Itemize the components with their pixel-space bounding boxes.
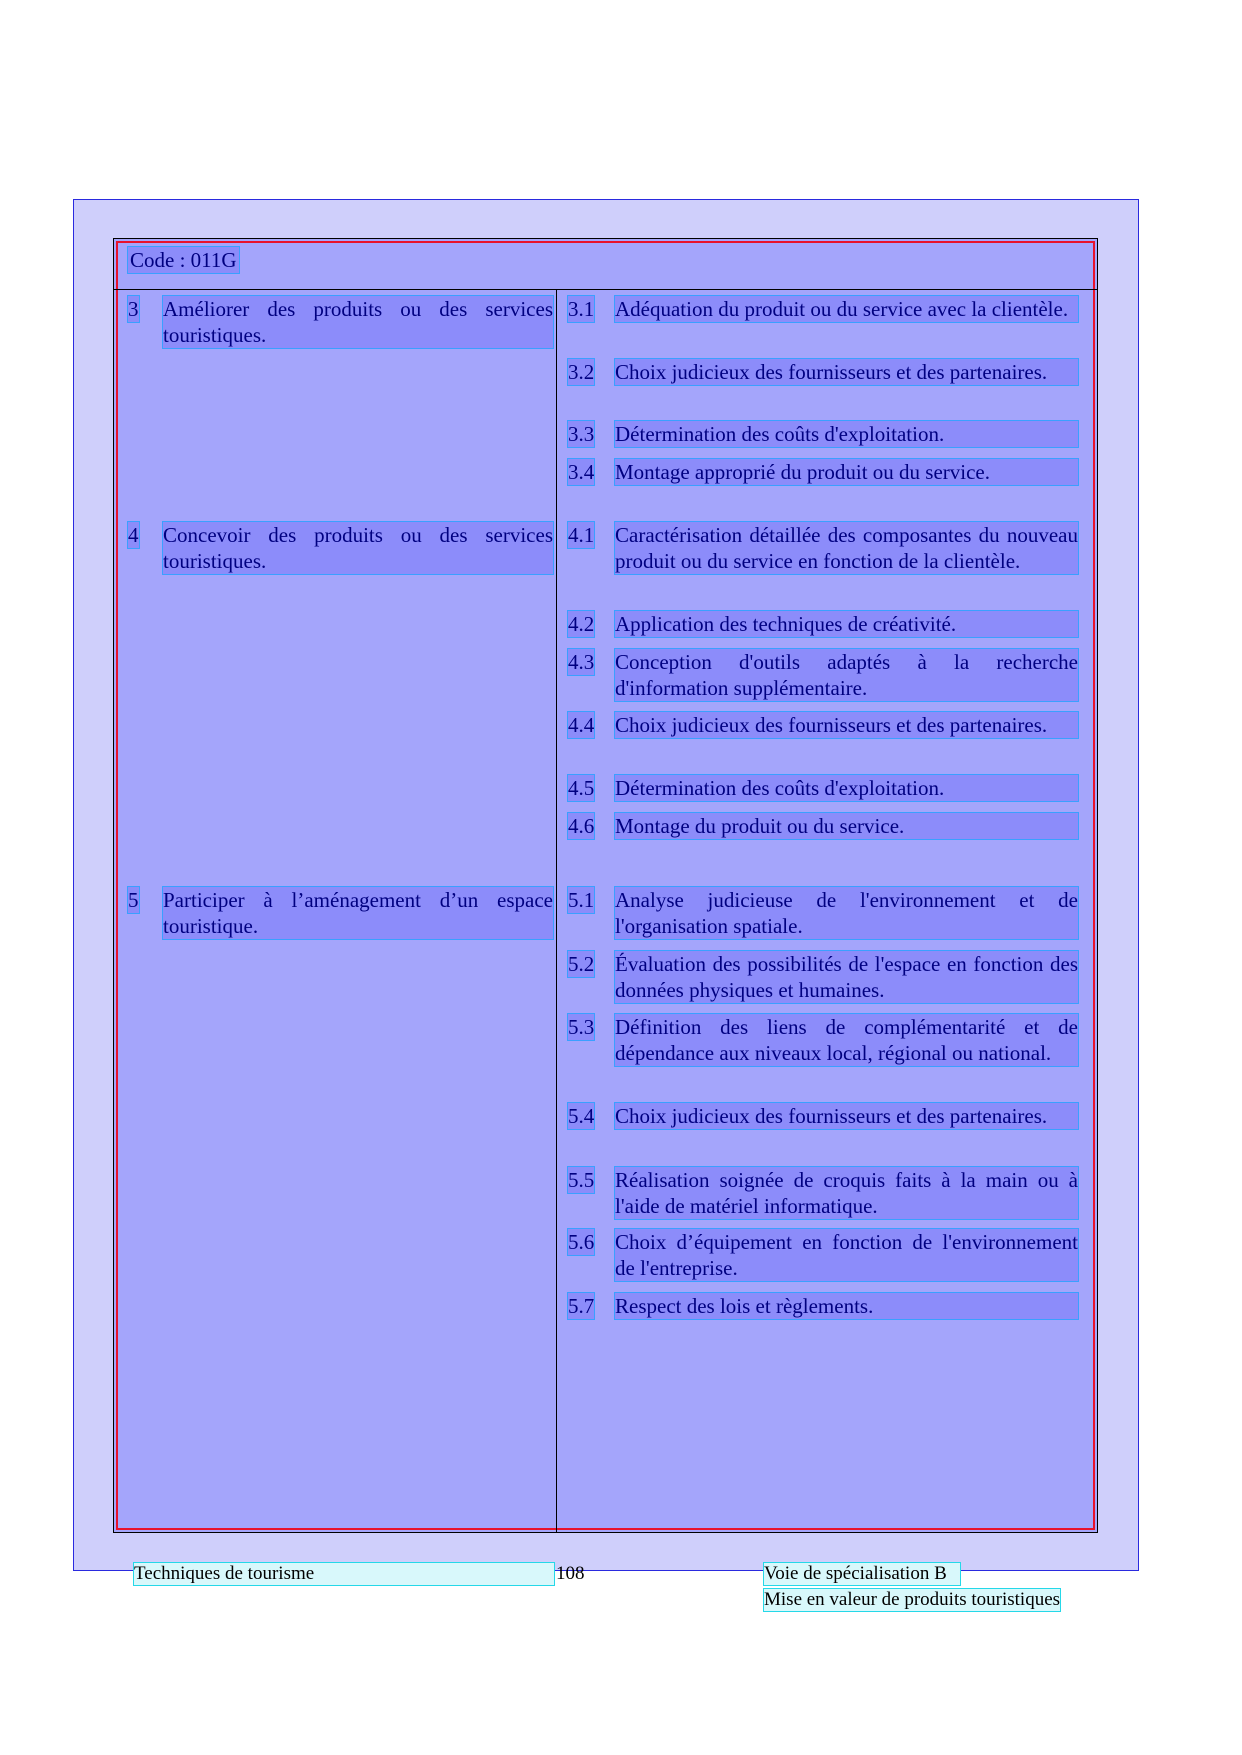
criterion-number: 5.3 bbox=[568, 1015, 595, 1039]
header-separator bbox=[113, 289, 1098, 290]
criterion-number: 4.1 bbox=[568, 523, 595, 547]
criterion-text: Caractérisation détaillée des composantes du nouveau produit ou du service en fonction de la clientèle. bbox=[615, 523, 1078, 573]
element-text: Améliorer des produits ou des services touristiques. bbox=[163, 297, 553, 347]
footer-track-subtitle: Mise en valeur de produits touristiques bbox=[764, 1589, 1061, 1610]
criterion-number: 5.2 bbox=[568, 952, 595, 976]
criterion-number: 4.2 bbox=[568, 612, 595, 636]
criterion-number: 4.3 bbox=[568, 650, 595, 674]
criterion-text: Application des techniques de créativité. bbox=[615, 611, 1078, 637]
criterion-text: Choix judicieux des fournisseurs et des partenaires. bbox=[615, 1103, 1078, 1129]
criterion-number: 5.4 bbox=[568, 1104, 595, 1128]
criterion-text: Choix judicieux des fournisseurs et des partenaires. bbox=[615, 359, 1078, 385]
criterion-text: Analyse judicieuse de l'environnement et de l'organisation spatiale. bbox=[615, 888, 1078, 938]
criterion-number: 5.6 bbox=[568, 1230, 595, 1254]
criterion-text: Détermination des coûts d'exploitation. bbox=[615, 421, 1078, 447]
criterion-text: Respect des lois et règlements. bbox=[615, 1293, 1078, 1319]
element-number: 3 bbox=[128, 297, 139, 321]
criterion-number: 4.5 bbox=[568, 776, 595, 800]
criterion-text: Choix judicieux des fournisseurs et des partenaires. bbox=[615, 712, 1078, 738]
criterion-text: Montage approprié du produit ou du service. bbox=[615, 459, 1078, 485]
course-code: Code : 011G bbox=[130, 248, 237, 272]
element-text: Concevoir des produits ou des services touristiques. bbox=[163, 523, 553, 573]
footer-track: Voie de spécialisation B bbox=[764, 1563, 960, 1585]
element-number: 5 bbox=[128, 888, 139, 912]
criterion-text: Réalisation soignée de croquis faits à la main ou à l'aide de matériel informatique. bbox=[615, 1168, 1078, 1218]
element-text: Participer à l’aménagement d’un espace touristique. bbox=[163, 888, 553, 938]
criterion-number: 5.5 bbox=[568, 1168, 595, 1192]
criterion-number: 3.4 bbox=[568, 460, 595, 484]
criterion-text: Conception d'outils adaptés à la recherche d'information supplémentaire. bbox=[615, 650, 1078, 700]
element-number: 4 bbox=[128, 523, 139, 547]
criterion-text: Définition des liens de complémentarité et de dépendance aux niveaux local, régional ou national. bbox=[615, 1015, 1078, 1065]
criterion-number: 5.7 bbox=[568, 1294, 595, 1318]
criterion-number: 5.1 bbox=[568, 888, 595, 912]
criterion-text: Évaluation des possibilités de l'espace en fonction des données physiques et humaines. bbox=[615, 952, 1078, 1002]
criterion-number: 4.4 bbox=[568, 713, 595, 737]
criterion-text: Adéquation du produit ou du service avec la clientèle. bbox=[615, 296, 1078, 322]
criterion-number: 3.3 bbox=[568, 422, 595, 446]
criterion-text: Choix d’équipement en fonction de l'environnement de l'entreprise. bbox=[615, 1230, 1078, 1280]
criterion-number: 4.6 bbox=[568, 814, 595, 838]
criterion-number: 3.2 bbox=[568, 360, 595, 384]
footer-program: Techniques de tourisme bbox=[134, 1563, 554, 1585]
column-divider bbox=[556, 290, 557, 1533]
criterion-text: Montage du produit ou du service. bbox=[615, 813, 1078, 839]
criterion-number: 3.1 bbox=[568, 297, 595, 321]
footer-page-number: 108 bbox=[556, 1563, 585, 1584]
criterion-text: Détermination des coûts d'exploitation. bbox=[615, 775, 1078, 801]
